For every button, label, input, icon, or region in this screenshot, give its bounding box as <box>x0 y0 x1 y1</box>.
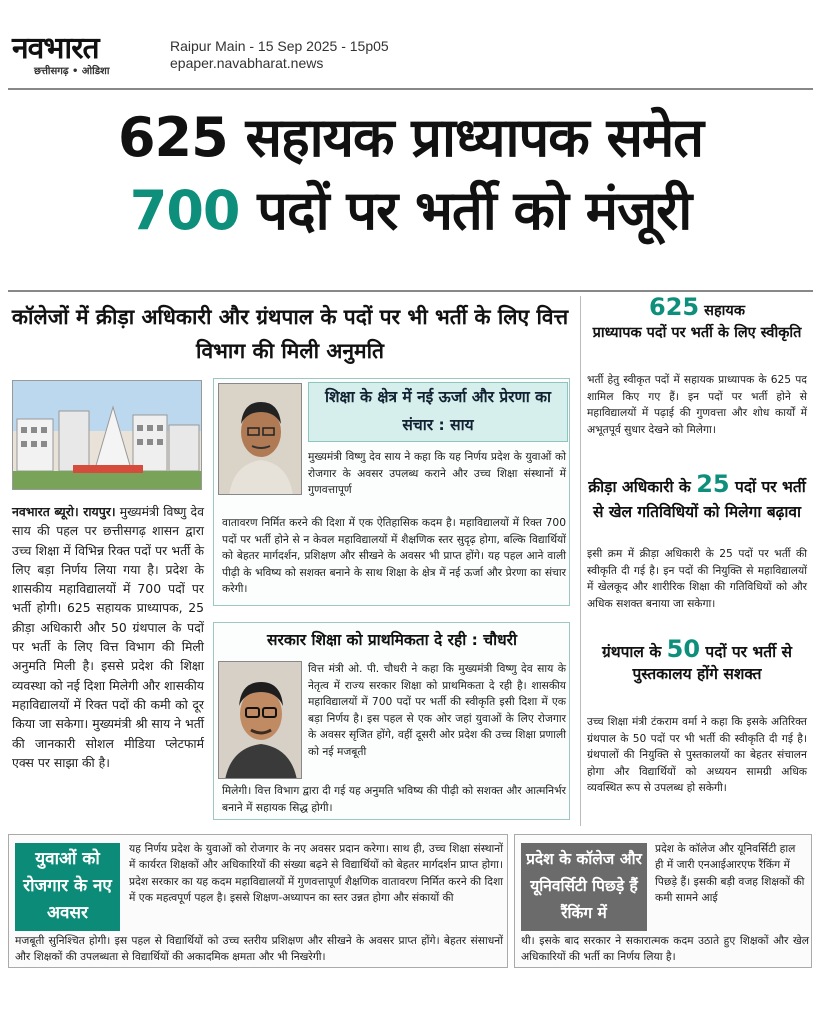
masthead-rule <box>8 88 813 90</box>
chaudhary-quote-box <box>213 622 570 820</box>
sports-officer-count: 25 <box>696 470 730 498</box>
sports-officer-heading-a: क्रीड़ा अधिकारी के <box>588 478 697 496</box>
sports-officer-heading-b: पदों पर भर्ती से खेल गतिविधियों को मिलेगा बढ़ावा <box>592 478 806 521</box>
sports-officer-body: इसी क्रम में क्रीड़ा अधिकारी के 25 पदों पर भर्ती की स्वीकृति दी गई है। इन पदों की नियुक्ति से महाविद्यालयों में खेलकूद और शारीरिक शिक्षा की गतिविधियों को और अधिक सशक्त बनाया जा सकेगा। <box>587 547 807 610</box>
ranking-box <box>514 834 812 968</box>
cm-portrait-photo <box>218 383 302 495</box>
ranking-paragraph-2: थी। इसके बाद सरकार ने सकारात्मक कदम उठाते हुए शिक्षकों और खेल अधिकारियों की भर्ती का निर्णय लिया है। <box>521 934 809 964</box>
ranking-label: प्रदेश के कॉलेज और यूनिवर्सिटी पिछड़े हैं रैंकिंग में <box>521 843 647 931</box>
chaudhary-box-paragraph-1: वित्त मंत्री ओ. पी. चौधरी ने कहा कि मुख्यमंत्री विष्णु देव साय के नेतृत्व में राज्य सरकार शिक्षा को प्राथमिकता दे रही है। शासकीय महाविद्यालयों में 700 पदों पर भर्ती की स्वीकृति इसी दिशा में एक बड़ा निर्णय है। इस पहल से एक ओर जहां युवाओं के लिए रोजगार के अवसर सृजित होंगे, वहीं दूसरी ओर प्रदेश की उच्च शिक्षा प्रणाली को नई मजबूती <box>308 662 566 758</box>
right-column <box>580 293 812 826</box>
edition-info <box>170 38 389 72</box>
epaper-url: epaper.navabharat.news <box>170 55 324 71</box>
sports-officer-heading <box>581 472 813 525</box>
subheadline: कॉलेजों में क्रीड़ा अधिकारी और ग्रंथपाल के पदों पर भी भर्ती के लिए वित्त विभाग की मिली अनुमति <box>11 305 569 363</box>
chaudhary-box-title: सरकार शिक्षा को प्राथमिकता दे रही : चौधरी <box>267 631 517 649</box>
finance-minister-portrait-photo <box>218 661 302 779</box>
main-story <box>12 502 204 772</box>
sai-box-paragraph-1: मुख्यमंत्री विष्णु देव साय ने कहा कि यह निर्णय प्रदेश के युवाओं को रोजगार के अवसर उपलब्ध कराने और उच्च शिक्षा संस्थानों में गुणवत्तापूर्ण <box>308 450 566 497</box>
edition-line: Raipur Main - 15 Sep 2025 - 15p05 <box>170 38 389 54</box>
college-building-photo <box>12 380 202 490</box>
headline-line-2 <box>10 174 811 248</box>
sai-box-paragraph-2: वातावरण निर्मित करने की दिशा में एक ऐतिहासिक कदम है। महाविद्यालयों में रिक्त 700 पदों पर भर्ती होने से न केवल महाविद्यालयों में शैक्षणिक स्तर सुदृढ़ होगा, बल्कि विद्यार्थियों को बेहतर मार्गदर्शन, प्रशिक्षण और सीखने के अवसर भी प्राप्त होंगे। यह पहल आने वाली पीढ़ी के भविष्य को सशक्त बनाने के साथ शिक्षा के क्षेत्र में नई ऊर्जा और प्रेरणा का संचार करेगी। <box>222 516 566 596</box>
byline: नवभारत ब्यूरो। रायपुर। <box>12 504 116 519</box>
librarian-count: 50 <box>666 635 701 663</box>
librarian-body: उच्च शिक्षा मंत्री टंकराम वर्मा ने कहा कि इसके अतिरिक्त ग्रंथपाल के 50 पदों पर भी भर्ती की स्वीकृति दी गई है। ग्रंथपालों की नियुक्ति से पुस्तकालयों का बेहतर संचालन होगा और विद्यार्थियों को अध्ययन सामग्री अधिक व्यवस्थित रूप से उपलब्ध हो सकेगी। <box>587 715 807 795</box>
youth-employment-box <box>8 834 508 968</box>
headline-line-2-text: पदों पर भर्ती को मंजूरी <box>239 179 692 242</box>
ranking-paragraph-1: प्रदेश के कॉलेज और यूनिवर्सिटी हाल ही में जारी एनआईआरएफ रैंकिंग में पिछड़े हैं। इसकी बड़ी वजह शिक्षकों की कमी सामने आई <box>655 842 805 905</box>
assistant-professor-heading-a: सहायक <box>699 303 745 319</box>
assistant-professor-heading <box>581 293 813 344</box>
youth-employment-label: युवाओं को रोजगार के नए अवसर <box>15 843 120 931</box>
sai-quote-box <box>213 378 570 606</box>
youth-employment-paragraph-2: मजबूती सुनिश्चित होगी। इस पहल से विद्यार्थियों को उच्च स्तरीय प्रशिक्षण और सीखने के अवसर प्राप्त होंगे। बेहतर संसाधनों और शिक्षकों की उपलब्धता से विद्यार्थियों की अकादमिक क्षमता और भी निखरेगी। <box>15 934 503 964</box>
headline-rule <box>8 290 813 292</box>
chaudhary-box-paragraph-2: मिलेगी। वित्त विभाग द्वारा दी गई यह अनुमति भविष्य की पीढ़ी को सशक्त और आत्मनिर्भर बनाने में सहायक सिद्ध होगी। <box>222 784 566 814</box>
logo-text: नवभारत <box>12 31 99 66</box>
logo-subtitle: छत्तीसगढ़ • ओडिशा <box>34 66 110 77</box>
assistant-professor-count: 625 <box>649 293 700 321</box>
main-story-body: मुख्यमंत्री विष्णु देव साय की पहल पर छत्तीसगढ़ शासन द्वारा उच्च शिक्षा में विभिन्न रिक्त पदों पर भर्ती के लिए बड़ा निर्णय लिया गया है। प्रदेश के शासकीय महाविद्यालयों में 700 पदों पर भर्ती होगी। 625 सहायक प्राध्यापक, 25 क्रीड़ा अधिकारी और 50 ग्रंथपाल के पदों पर भर्ती के लिए वित्त विभाग की मिली अनुमति मिली है। इससे प्रदेश की शिक्षा व्यवस्था को नई दिशा मिलेगी और शासकीय महाविद्यालयों में रिक्त पदों की कमी को दूर किया जा सकेगा। मुख्यमंत्री श्री साय ने भर्ती की जानकारी सोशल मीडिया प्लेटफार्म एक्स पर साझा की है। <box>12 504 204 770</box>
assistant-professor-body: भर्ती हेतु स्वीकृत पदों में सहायक प्राध्यापक के 625 पद शामिल किए गए हैं। इन पदों पर भर्ती होने से महाविद्यालयों में पढ़ाई की गुणवत्ता और शोध कार्यों में अभूतपूर्व सुधार देखने को मिलेगा। <box>587 373 807 436</box>
librarian-heading-a: ग्रंथपाल के <box>601 643 667 661</box>
masthead <box>8 30 813 80</box>
librarian-heading-b: पदों पर भर्ती से पुस्तकालय होंगे सशक्त <box>632 643 793 683</box>
headline-line-1: 625 सहायक प्राध्यापक समेत <box>117 106 704 169</box>
headline-number: 700 <box>129 179 240 242</box>
headline <box>10 102 811 248</box>
librarian-heading <box>581 635 813 685</box>
newspaper-logo <box>12 32 162 78</box>
assistant-professor-heading-b: प्राध्यापक पदों पर भर्ती के लिए स्वीकृति <box>592 325 802 341</box>
sai-box-title: शिक्षा के क्षेत्र में नई ऊर्जा और प्रेरणा का संचार : साय <box>308 382 568 442</box>
youth-employment-paragraph-1: यह निर्णय प्रदेश के युवाओं को रोजगार के नए अवसर प्रदान करेगा। साथ ही, उच्च शिक्षा संस्थानों में कार्यरत शिक्षकों और अधिकारियों की संख्या बढ़ने से विद्यार्थियों को बेहतर मार्गदर्शन प्राप्त होगा। प्रदेश सरकार का यह कदम महाविद्यालयों में गुणवत्तापूर्ण शैक्षणिक वातावरण निर्मित करने की दिशा में एक महत्वपूर्ण पहल है। इससे शिक्षण-अध्यापन का स्तर उन्नत होगा और संकायों की <box>129 842 503 905</box>
